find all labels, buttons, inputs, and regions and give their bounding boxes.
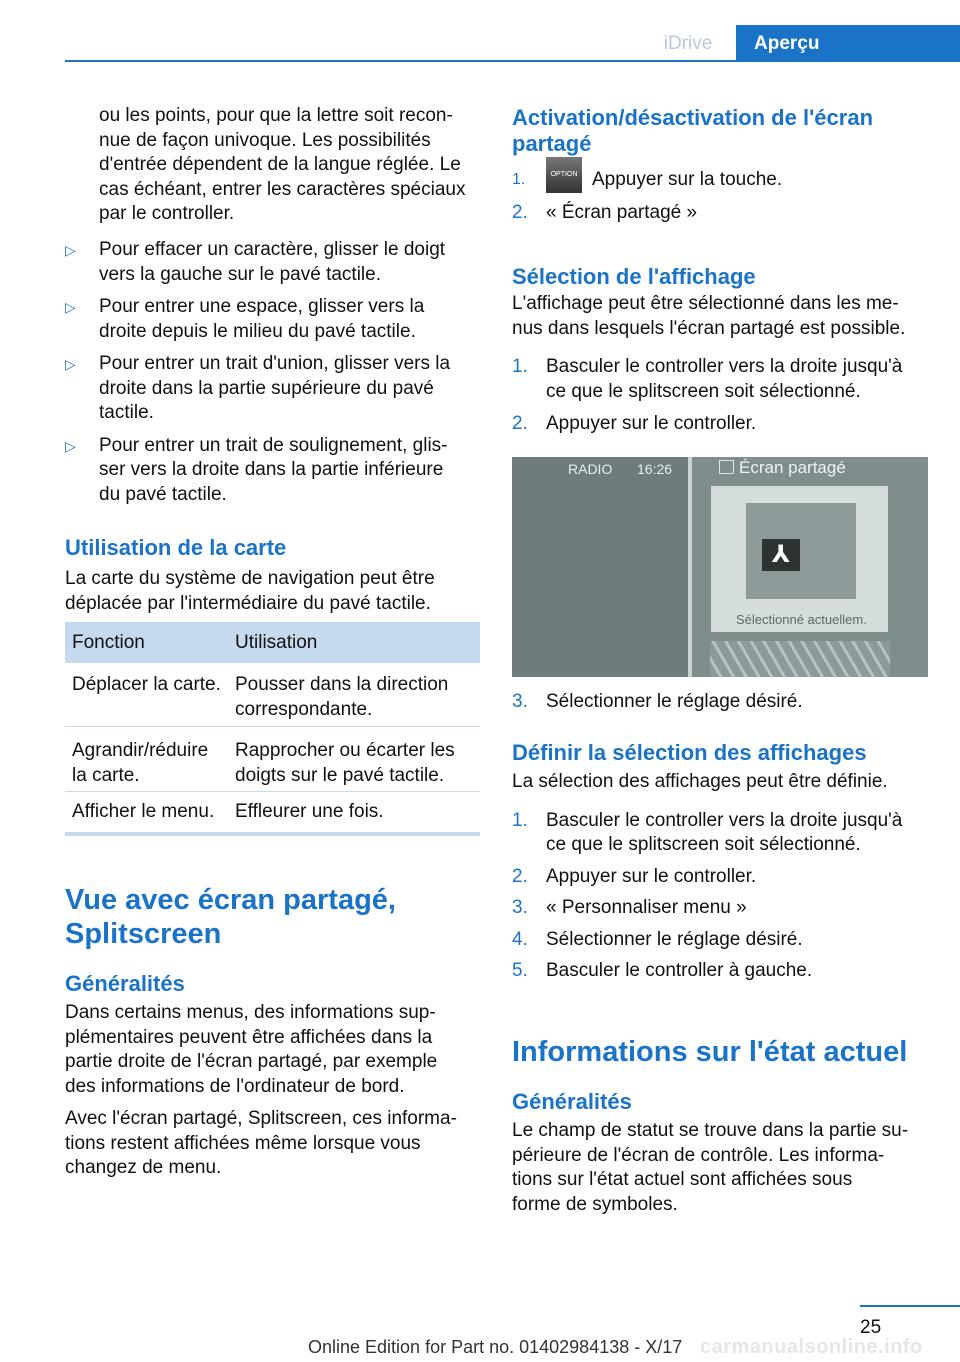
text-line: Basculer le controller vers la droite jusqu'à bbox=[546, 356, 903, 377]
section-heading: Activation/désactivation de l'écran bbox=[512, 105, 874, 130]
table-cell: Pousser dans la direction bbox=[235, 674, 449, 695]
step-number: 1. bbox=[512, 171, 526, 188]
split-screen-photo bbox=[512, 457, 928, 677]
list-item bbox=[512, 809, 932, 858]
text-line: ser vers la droite dans la partie inférieure bbox=[99, 459, 444, 480]
option-key-icon: OPTION bbox=[546, 157, 582, 193]
radio-label: RADIO bbox=[568, 461, 613, 477]
step-number: 1. bbox=[512, 356, 528, 377]
triangle-bullet-icon: ▷ bbox=[65, 356, 76, 372]
triangle-bullet-icon: ▷ bbox=[65, 242, 76, 258]
list-item bbox=[512, 959, 932, 984]
text-line: Sélectionner le réglage désiré. bbox=[546, 928, 803, 950]
list-item bbox=[512, 928, 932, 953]
table-cell: Afficher le menu. bbox=[72, 801, 215, 822]
watermark: carmanualsonline.info bbox=[700, 1336, 923, 1358]
column-header: Utilisation bbox=[235, 631, 318, 653]
triangle-bullet-icon: ▷ bbox=[65, 299, 76, 315]
text-line: Pour entrer un trait d'union, glisser vers la bbox=[99, 353, 451, 374]
table-cell: Effleurer une fois. bbox=[235, 801, 384, 822]
text-line: plémentaires peuvent être affichées dans la bbox=[65, 1026, 433, 1048]
map-section bbox=[65, 535, 485, 616]
list-item bbox=[65, 352, 485, 426]
text-line: nue de façon univoque. Les possibilités bbox=[99, 129, 431, 151]
list-item bbox=[512, 167, 932, 193]
step-text: Appuyer sur la touche. bbox=[592, 168, 783, 190]
text-line: Appuyer sur le controller. bbox=[546, 865, 757, 887]
text-line: ou les points, pour que la lettre soit recon- bbox=[99, 105, 453, 126]
definition-section bbox=[512, 740, 932, 984]
step-number: 1. bbox=[512, 809, 528, 831]
page-number: 25 bbox=[860, 1317, 882, 1338]
text-line: Appuyer sur le controller. bbox=[546, 413, 757, 434]
text-line: droite dans la partie supérieure du pavé bbox=[99, 377, 434, 399]
text-line: Pour entrer un trait de soulignement, glis- bbox=[99, 434, 448, 456]
text-line: tions restent affichées même lorsque vous bbox=[65, 1132, 421, 1154]
chapter-heading: Vue avec écran partagé, bbox=[65, 884, 396, 916]
preview-caption: Sélectionné actuellem. bbox=[736, 612, 867, 627]
header-chapter-tab: Aperçu bbox=[736, 25, 960, 62]
text-line: Basculer le controller vers la droite jusqu'à bbox=[546, 809, 903, 831]
step-number: 5. bbox=[512, 960, 528, 981]
text-line: cas échéant, entrer les caractères spéciaux bbox=[99, 178, 466, 200]
table-row bbox=[65, 663, 480, 727]
edition-note: Online Edition for Part no. 01402984138 - X/17 bbox=[308, 1337, 683, 1357]
step-number: 2. bbox=[512, 865, 528, 887]
step-number: 3. bbox=[512, 691, 528, 712]
list-item bbox=[512, 896, 932, 921]
function-table bbox=[65, 622, 480, 836]
text-line: ce que le splitscreen soit sélectionné. bbox=[546, 380, 861, 402]
text-line: Avec l'écran partagé, Splitscreen, ces informa- bbox=[65, 1108, 457, 1129]
text-line: droite depuis le milieu du pavé tactile. bbox=[99, 320, 416, 342]
checkbox-icon bbox=[719, 460, 734, 474]
table-cell: doigts sur le pavé tactile. bbox=[235, 764, 445, 786]
chapter-heading: Informations sur l'état actuel bbox=[512, 1036, 908, 1068]
table-header bbox=[65, 622, 480, 663]
text-line: périeure de l'écran de contrôle. Les informa- bbox=[512, 1144, 885, 1166]
step-number: 2. bbox=[512, 413, 528, 434]
list-item bbox=[512, 201, 932, 226]
table-cell: Rapprocher ou écarter les bbox=[235, 740, 455, 761]
selection-section bbox=[512, 264, 932, 437]
direction-arrow-icon: ⅄ bbox=[762, 539, 800, 571]
info-section bbox=[512, 1035, 942, 1217]
step-number: 4. bbox=[512, 928, 528, 950]
text-line: Pour effacer un caractère, glisser le doigt bbox=[99, 239, 446, 260]
list-item bbox=[65, 434, 485, 508]
text-line: Le champ de statut se trouve dans la partie su- bbox=[512, 1120, 909, 1141]
text-line: tactile. bbox=[99, 402, 154, 423]
section-heading: Définir la sélection des affichages bbox=[512, 740, 867, 765]
list-item bbox=[65, 295, 485, 344]
text-line: d'entrée dépendent de la langue réglée. Le bbox=[99, 154, 461, 175]
main-screen-area bbox=[512, 457, 688, 677]
text-line: « Personnaliser menu » bbox=[546, 897, 747, 918]
list-item bbox=[512, 865, 932, 890]
bullet-list bbox=[65, 238, 485, 507]
continuation-paragraph bbox=[99, 104, 484, 227]
text-line: La carte du système de navigation peut être bbox=[65, 568, 435, 589]
section-heading: Utilisation de la carte bbox=[65, 535, 287, 560]
text-line: L'affichage peut être sélectionné dans les me- bbox=[512, 293, 899, 314]
map-tiles bbox=[710, 641, 890, 677]
step-number: 3. bbox=[512, 897, 528, 918]
text-line: ce que le splitscreen soit sélectionné. bbox=[546, 834, 861, 855]
text-line: partie droite de l'écran partagé, par exemple bbox=[65, 1051, 438, 1072]
text-line: forme de symboles. bbox=[512, 1193, 678, 1215]
text-line: La sélection des affichages peut être définie. bbox=[512, 771, 888, 792]
list-item bbox=[512, 690, 932, 715]
table-cell: la carte. bbox=[72, 764, 140, 786]
list-item bbox=[512, 355, 932, 404]
text-line: nus dans lesquels l'écran partagé est possible. bbox=[512, 317, 906, 339]
section-heading: Généralités bbox=[65, 971, 185, 996]
text-line: Sélectionner le réglage désiré. bbox=[546, 691, 803, 712]
list-item bbox=[65, 238, 485, 287]
text-line: du pavé tactile. bbox=[99, 483, 227, 505]
text-line: par le controller. bbox=[99, 203, 235, 224]
text-line: Basculer le controller à gauche. bbox=[546, 960, 813, 981]
header-section-tab: iDrive bbox=[663, 32, 713, 54]
split-title: Écran partagé bbox=[739, 458, 846, 477]
step-number: 2. bbox=[512, 202, 528, 223]
table-row bbox=[65, 727, 480, 792]
text-line: tions sur l'état actuel sont affichées sous bbox=[512, 1169, 853, 1190]
column-header: Fonction bbox=[72, 631, 145, 653]
text-line: des informations de l'ordinateur de bord. bbox=[65, 1075, 405, 1097]
footer-rule bbox=[860, 1305, 960, 1307]
table-cell: Déplacer la carte. bbox=[72, 674, 221, 695]
selection-step3 bbox=[512, 690, 932, 715]
header-rule bbox=[65, 60, 960, 62]
screen-divider bbox=[688, 457, 692, 677]
section-heading: Sélection de l'affichage bbox=[512, 264, 756, 289]
text-line: Dans certains menus, des informations sup- bbox=[65, 1002, 436, 1023]
text-line: Pour entrer une espace, glisser vers la bbox=[99, 296, 425, 317]
text-line: déplacée par l'intermédiaire du pavé tactile. bbox=[65, 592, 431, 614]
section-heading: partagé bbox=[512, 131, 592, 156]
triangle-bullet-icon: ▷ bbox=[65, 437, 76, 454]
step-text: « Écran partagé » bbox=[546, 202, 698, 223]
table-bottom-rule bbox=[65, 832, 480, 836]
clock-label: 16:26 bbox=[637, 461, 673, 477]
table-cell: Agrandir/réduire bbox=[72, 740, 209, 761]
table-cell: correspondante. bbox=[235, 698, 373, 720]
text-line: vers la gauche sur le pavé tactile. bbox=[99, 263, 381, 285]
activation-section bbox=[512, 105, 932, 226]
table-row bbox=[65, 792, 480, 832]
chapter-heading: Splitscreen bbox=[65, 918, 222, 950]
list-item bbox=[512, 412, 932, 437]
split-section bbox=[65, 883, 485, 1181]
text-line: changez de menu. bbox=[65, 1157, 222, 1178]
section-heading: Généralités bbox=[512, 1089, 632, 1114]
